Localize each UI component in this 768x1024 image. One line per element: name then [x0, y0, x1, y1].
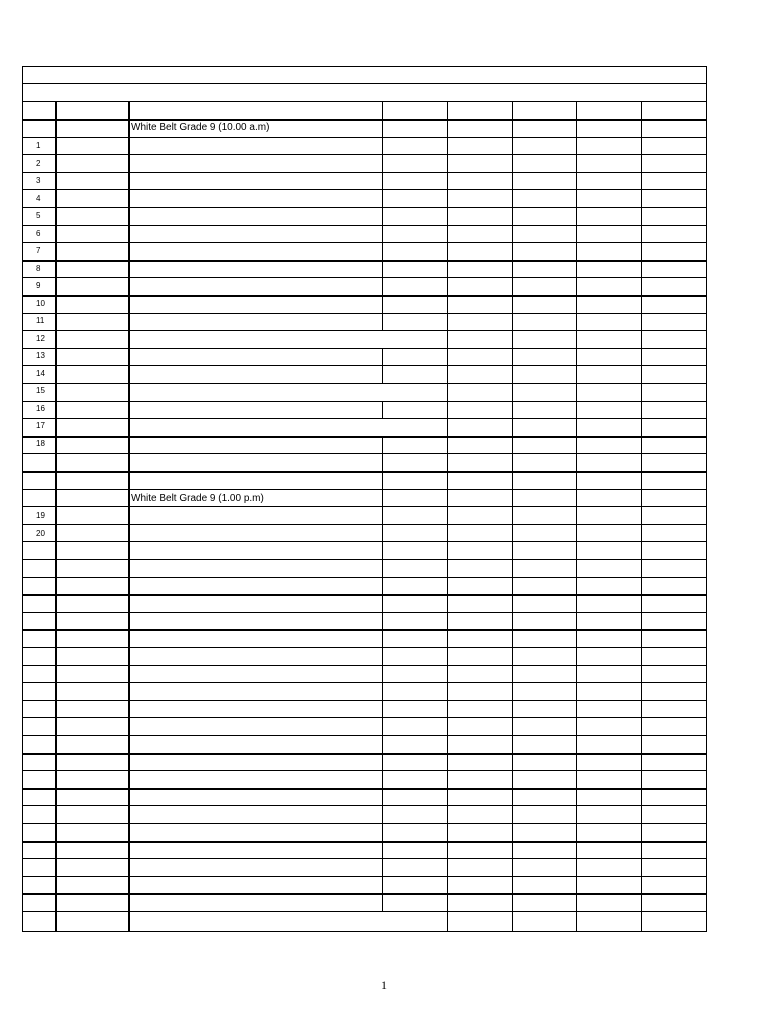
grid-vline [382, 770, 383, 788]
grid-hline [22, 489, 707, 490]
grid-vline [382, 665, 383, 683]
table-border [22, 66, 707, 932]
grid-vline [447, 101, 448, 932]
grid-vline [382, 893, 383, 911]
grid-hline [22, 225, 707, 226]
grid-hline [22, 805, 707, 806]
grid-vline [382, 172, 383, 190]
grid-vline [382, 401, 383, 419]
grid-hline [22, 858, 707, 859]
grid-vline [382, 313, 383, 331]
grid-vline [382, 489, 383, 507]
grid-hline [22, 717, 707, 718]
grid-vline [382, 876, 383, 894]
grid-vline [382, 189, 383, 207]
grid-vline [382, 612, 383, 630]
grid-vline [641, 101, 642, 932]
grid-vline [382, 629, 383, 647]
row-number: 12 [36, 333, 45, 343]
grid-hline [22, 313, 707, 314]
grid-vline [382, 682, 383, 700]
grid-vline [382, 841, 383, 859]
grid-vline [55, 101, 57, 932]
grid-hline [22, 242, 707, 243]
page-number: 1 [381, 978, 387, 992]
row-number: 20 [36, 528, 45, 538]
grid-hline [22, 700, 707, 701]
grid-hline [22, 101, 707, 102]
grid-vline [382, 647, 383, 665]
grid-vline [382, 154, 383, 172]
row-number: 7 [36, 246, 41, 255]
row-number: 10 [36, 298, 45, 308]
grid-hline [22, 647, 707, 648]
grid-vline [382, 577, 383, 595]
grid-hline [22, 453, 707, 454]
grid-hline [22, 753, 707, 755]
grid-hline [22, 524, 707, 525]
row-number: 19 [36, 511, 45, 520]
grid-vline [382, 858, 383, 876]
grid-vline [382, 295, 383, 313]
grid-vline [382, 225, 383, 243]
row-number: 16 [36, 403, 45, 413]
grid-vline [382, 137, 383, 155]
row-number: 13 [36, 351, 45, 360]
grid-hline [22, 137, 707, 138]
grid-hline [22, 436, 707, 438]
grid-vline [382, 700, 383, 718]
grid-vline [382, 524, 383, 542]
grid-hline [22, 612, 707, 613]
grid-vline [382, 348, 383, 366]
grid-vline [382, 453, 383, 471]
grid-hline [22, 365, 707, 366]
grid-vline [382, 753, 383, 771]
grid-hline [22, 682, 707, 683]
grid-vline [382, 207, 383, 225]
grid-vline [382, 735, 383, 753]
row-number: 11 [36, 316, 45, 325]
grid-hline [22, 330, 707, 331]
section-title-morning: White Belt Grade 9 (10.00 a.m) [131, 122, 270, 133]
grid-hline [22, 418, 707, 419]
grid-hline [22, 823, 707, 824]
grid-vline [576, 101, 577, 932]
row-number: 9 [36, 281, 41, 290]
grid-vline [382, 471, 383, 489]
row-number: 18 [36, 438, 45, 448]
row-number: 14 [36, 368, 45, 378]
grid-vline [382, 805, 383, 823]
grid-vline [382, 594, 383, 612]
grid-hline [22, 83, 707, 84]
grid-hline [22, 770, 707, 771]
grid-hline [22, 788, 707, 790]
row-number: 3 [36, 176, 41, 185]
grid-hline [22, 911, 707, 912]
grid-vline [382, 788, 383, 806]
grid-hline [22, 154, 707, 155]
row-number: 17 [36, 421, 45, 430]
grid-hline [22, 876, 707, 877]
row-number: 1 [36, 141, 41, 150]
grid-vline [382, 506, 383, 524]
grid-hline [22, 629, 707, 631]
grid-hline [22, 665, 707, 666]
grid-hline [22, 295, 707, 297]
grid-vline [382, 559, 383, 577]
row-number: 2 [36, 158, 41, 168]
grid-vline [382, 260, 383, 278]
grid-vline [382, 823, 383, 841]
section-title-afternoon: White Belt Grade 9 (1.00 p.m) [131, 493, 264, 504]
row-number: 8 [36, 263, 41, 273]
grid-vline [382, 119, 383, 137]
row-number: 4 [36, 193, 41, 203]
grid-hline [22, 348, 707, 349]
grid-hline [22, 172, 707, 173]
row-number: 6 [36, 228, 41, 238]
grid-hline [22, 401, 707, 402]
row-number: 15 [36, 386, 45, 395]
grid-hline [22, 577, 707, 578]
grid-vline [382, 277, 383, 295]
grid-vline [382, 436, 383, 454]
grid-vline [382, 541, 383, 559]
row-number: 5 [36, 211, 41, 220]
grid-hline [22, 893, 707, 895]
grid-vline [382, 365, 383, 383]
grid-hline [22, 260, 707, 262]
grid-hline [22, 506, 707, 507]
grid-hline [22, 735, 707, 736]
grid-vline [382, 101, 383, 119]
grid-vline [512, 101, 513, 932]
grid-vline [382, 717, 383, 735]
grading-sheet-table [22, 66, 707, 932]
grid-vline [128, 101, 130, 932]
grid-hline [22, 841, 707, 843]
grid-hline [22, 541, 707, 542]
grid-hline [22, 471, 707, 473]
grid-hline [22, 277, 707, 278]
grid-hline [22, 594, 707, 596]
grid-hline [22, 383, 707, 384]
grid-vline [382, 242, 383, 260]
grid-hline [22, 119, 707, 121]
grid-hline [22, 189, 707, 190]
grid-hline [22, 207, 707, 208]
grid-hline [22, 559, 707, 560]
